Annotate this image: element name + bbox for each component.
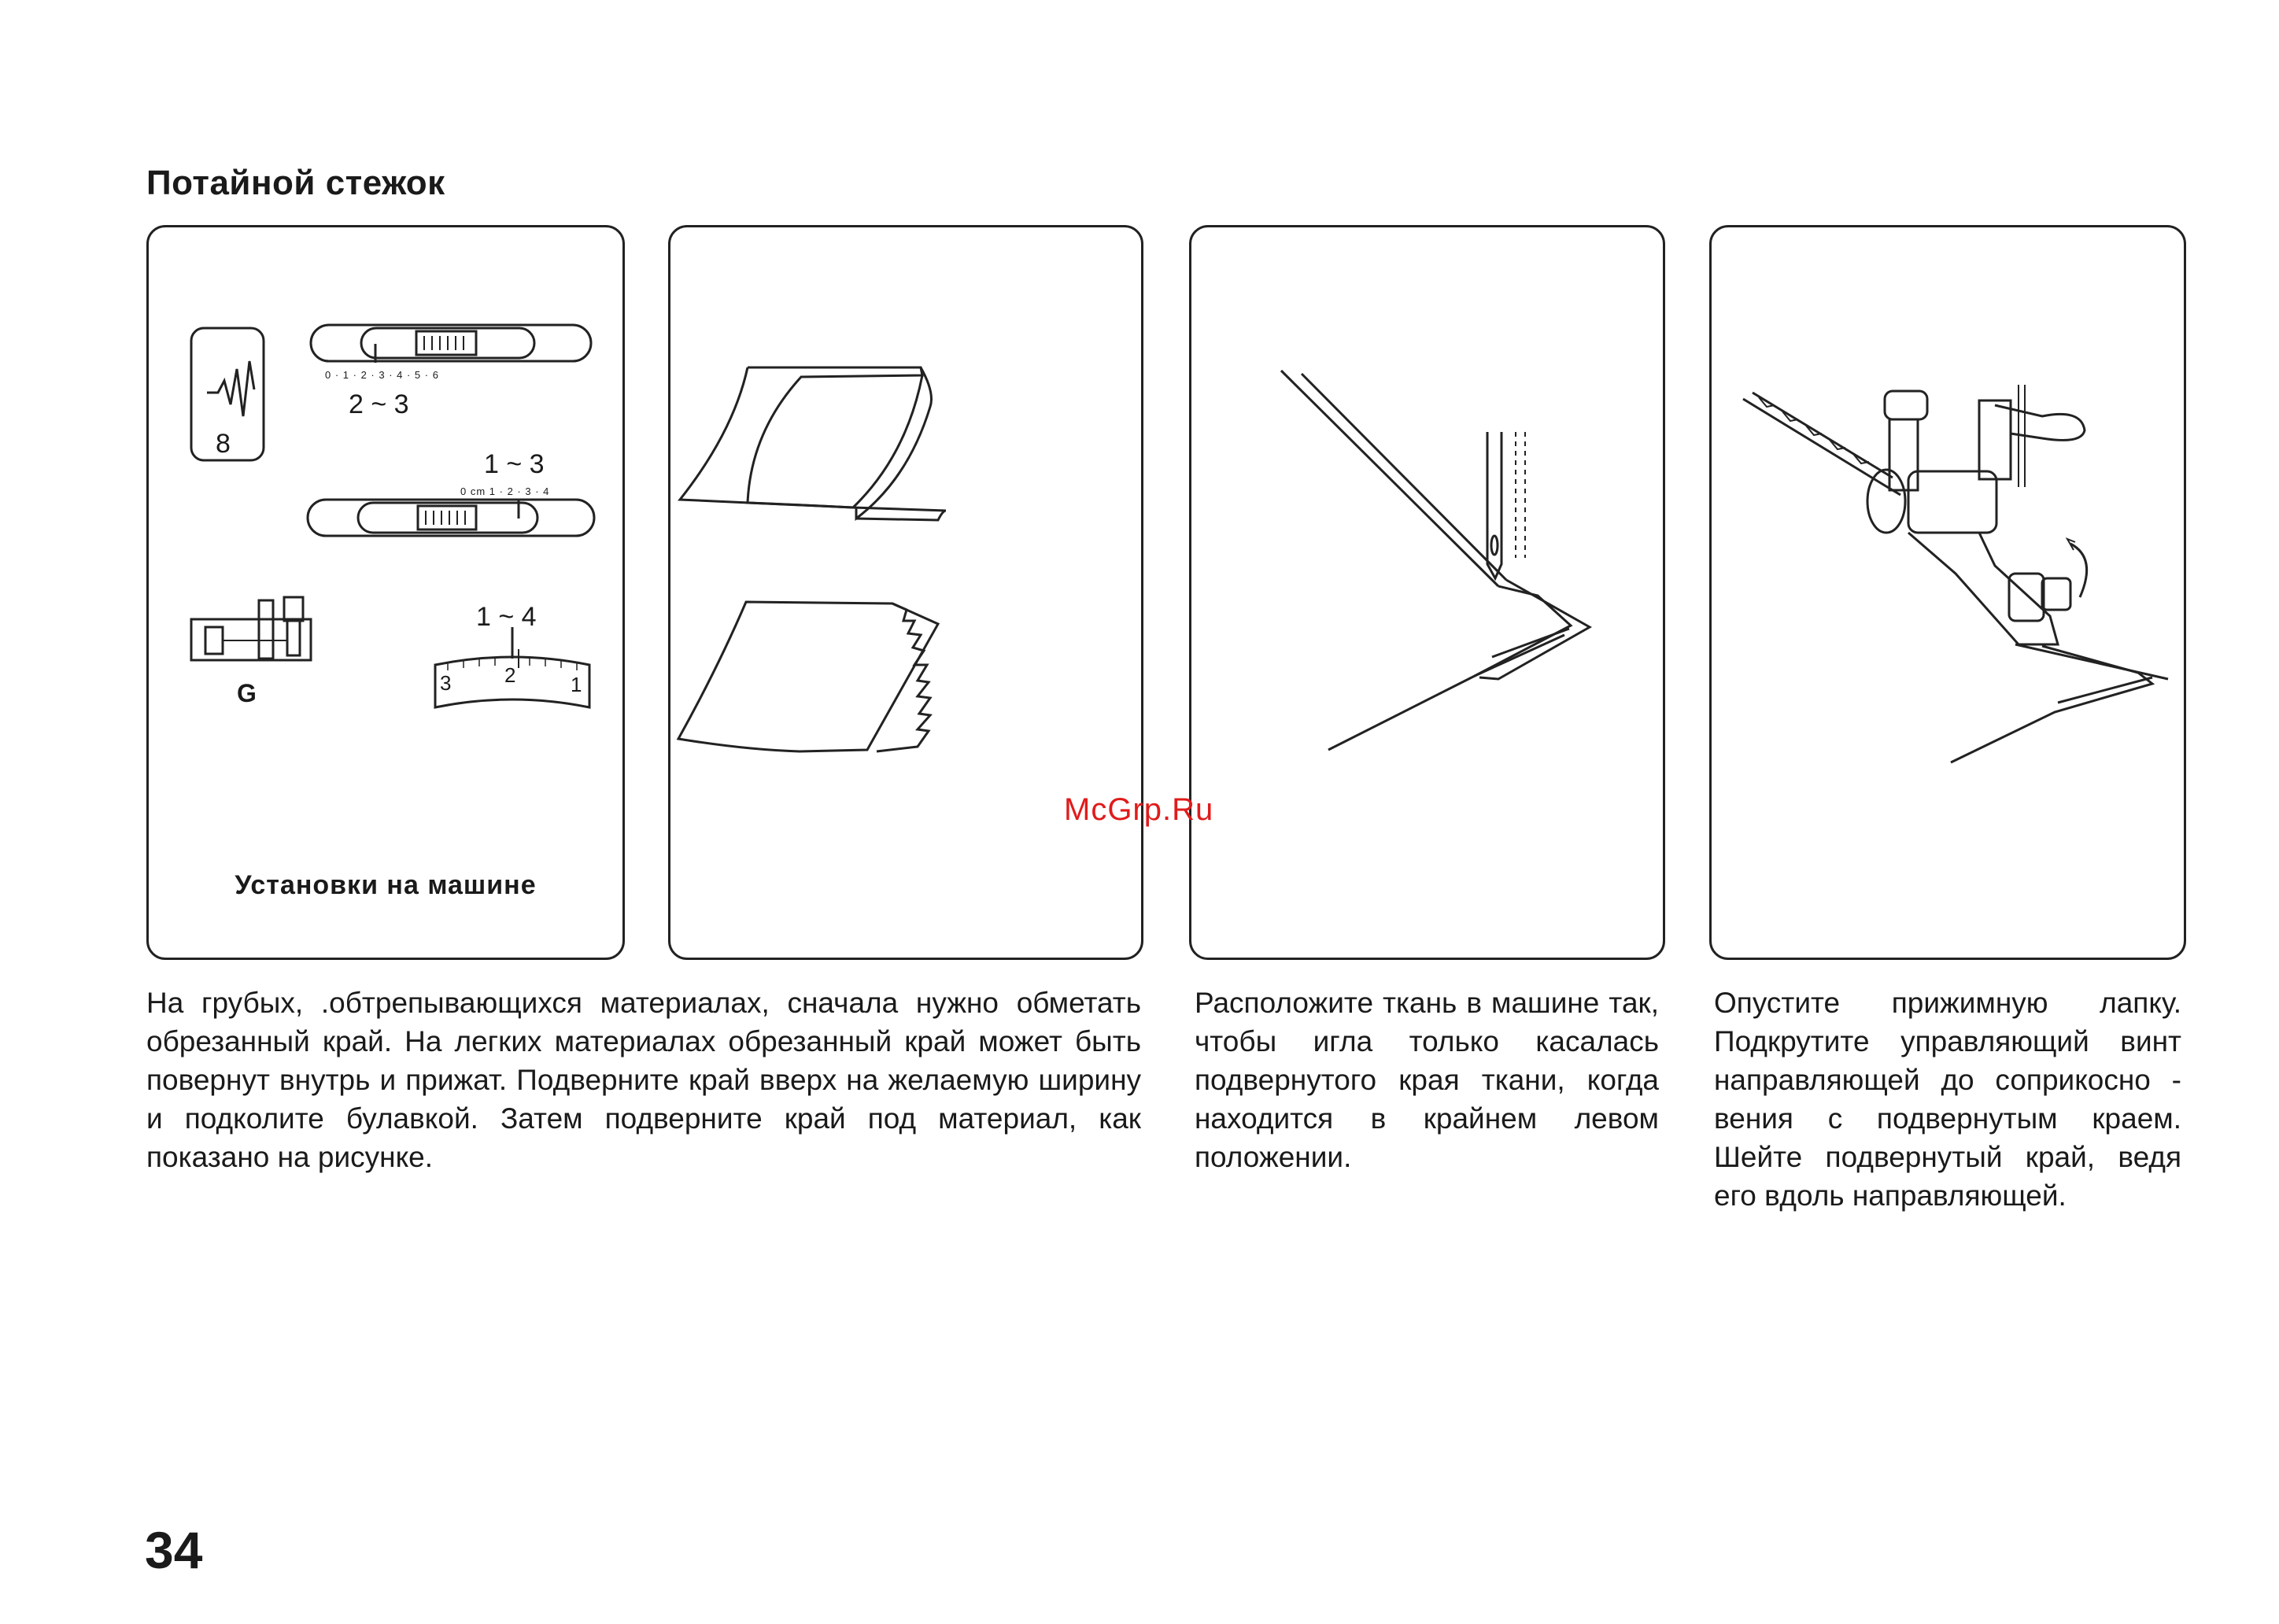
watermark: McGrp.Ru	[1064, 792, 1214, 827]
pattern-number: 8	[216, 429, 231, 459]
stitch-width-range: 2 ~ 3	[349, 389, 409, 419]
presser-foot-mechanism-icon	[1867, 385, 2087, 644]
needle-position-panel	[1189, 225, 1665, 960]
description-presser-foot: Опустите прижимную лапку. Подкрутите управляющий винт направляющей до соприкосно - вения с подвернутым краем. Шейте подвернутый край, ведя его вдоль направляющей.	[1714, 987, 2181, 1212]
presser-foot-panel	[1709, 225, 2186, 960]
needle-icon	[1487, 432, 1525, 578]
page-title: Потайной стежок	[146, 164, 445, 202]
fold-fabric-panel	[668, 225, 1143, 960]
tension-range: 1 ~ 4	[476, 602, 537, 632]
description-fold: На грубых, .обтрепывающихся материалах, сначала нужно обметать обрезанный край. На легких материалах обрезанный край может быть повернут внутрь и прижат. Подверните край вверх на желаемую ширину и подколите булавкой. Затем подверните край под материал, как показано на рисунке.	[146, 987, 1141, 1173]
stitch-length-range: 1 ~ 3	[484, 449, 545, 479]
tension-dial-number: 2	[504, 663, 516, 687]
stitch-length-scale: 0 cm 1 · 2 · 3 · 4	[460, 485, 550, 497]
settings-caption: Установки на машине	[235, 870, 537, 900]
needle-fabric-illustration	[1191, 227, 1668, 962]
page-number: 34	[145, 1521, 203, 1579]
description-needle: Расположите ткань в машине так, чтобы игла только касалась подвернутого края ткани, когда находится в крайнем левом положении.	[1195, 987, 1659, 1173]
machine-settings-panel	[146, 225, 625, 960]
foot-label: G	[237, 679, 257, 707]
presser-foot-g-icon	[191, 597, 311, 660]
tension-dial-number: 1	[571, 673, 582, 696]
presser-foot-illustration	[1712, 227, 2189, 962]
stitch-width-scale: 0 · 1 · 2 · 3 · 4 · 5 · 6	[325, 369, 439, 381]
folded-fabric-illustration	[670, 227, 1146, 962]
tension-dial-number: 3	[440, 671, 452, 695]
settings-illustration	[149, 227, 627, 962]
